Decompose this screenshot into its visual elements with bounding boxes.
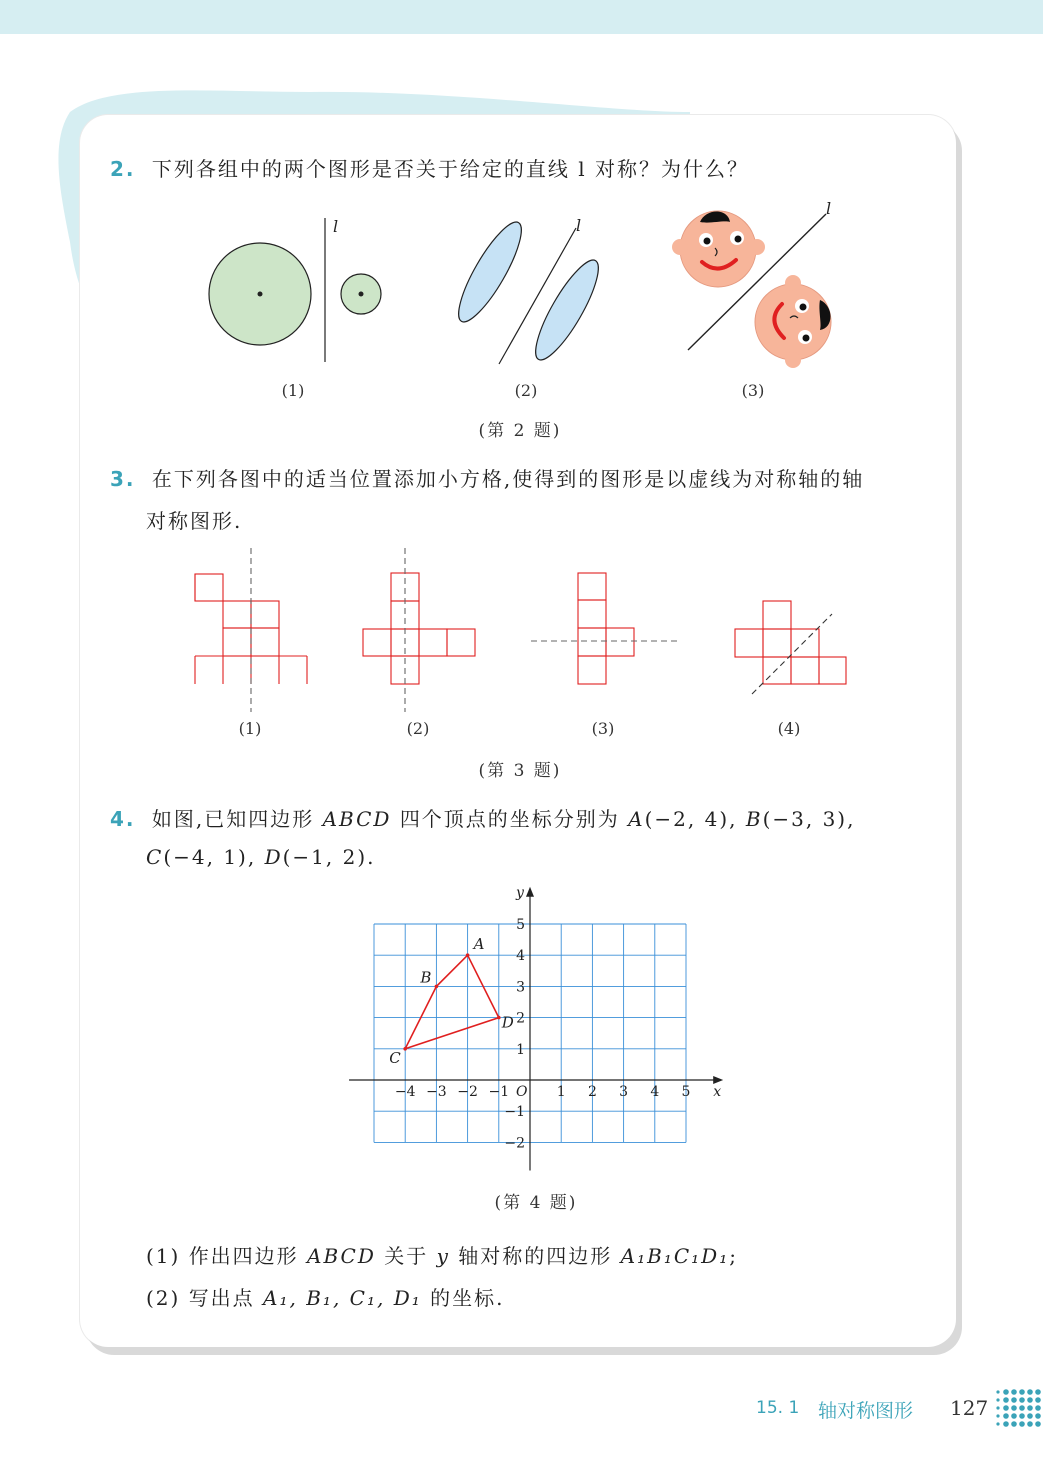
q4-text: 四个顶点的坐标分别为 [399,807,620,831]
x-axis-arrow [713,1076,723,1084]
y-tick-label: 5 [516,917,525,933]
dot [996,1390,999,1393]
q2-caption-3: (3) [741,381,765,400]
q4-coord-c: (−4, 1), [163,845,257,869]
page-number: 127 [950,1396,989,1420]
x-tick-label: 2 [587,1084,597,1100]
vertex-point [497,1016,501,1020]
y-tick-label: −1 [504,1104,525,1121]
dot [1027,1413,1033,1419]
question-number: 3. [110,467,136,491]
dot [1011,1421,1017,1427]
dot [1019,1413,1025,1419]
x-tick-label: 3 [619,1084,629,1100]
dot [996,1398,999,1401]
x-tick-label: 5 [681,1084,691,1100]
vertex-point [403,1047,407,1051]
q2-caption-2: (2) [514,381,538,400]
y-tick-label: 4 [516,948,525,965]
dot [1011,1389,1017,1395]
question-text-line1: 在下列各图中的适当位置添加小方格,使得到的图形是以虚线为对称轴的轴 [151,467,865,491]
dot [1027,1421,1033,1427]
dot [1035,1397,1041,1403]
dot [1003,1413,1009,1419]
x-tick-label: −4 [394,1084,416,1100]
dot [1019,1389,1025,1395]
q4-sub2-suffix: 的坐标. [430,1286,505,1310]
axis-label: l [576,216,582,235]
y-axis-arrow [526,887,534,897]
dot [1035,1389,1041,1395]
dot [1003,1397,1009,1403]
dot [1019,1397,1025,1403]
question-text: 下列各组中的两个图形是否关于给定的直线 l 对称？为什么？ [151,157,749,181]
q4-coord-b: (−3, 3), [762,807,856,831]
q3-caption-4: (4) [777,719,801,738]
dot [1003,1389,1009,1395]
footer-section-number: 15. 1 [756,1398,800,1418]
q4-sub1-mid: 关于 [384,1244,429,1268]
axis-label: l [333,217,339,236]
q4-sub1-end: ; [729,1244,738,1268]
question-3-line2: 对称图形. [146,509,243,533]
vertex-label: D [501,1013,514,1032]
dot [1035,1421,1041,1427]
dot [1027,1397,1033,1403]
x-tick-label: −2 [457,1084,478,1100]
question-number: 4. [110,807,136,831]
question-number: 2. [110,157,136,181]
q4-sub1-y: y [436,1244,450,1268]
vertex-label: C [389,1048,401,1067]
q4-label-c: C [146,845,164,869]
dot [1027,1389,1033,1395]
q4-sub1-abcd: ABCD [307,1244,376,1268]
y-tick-label: 2 [516,1010,525,1027]
q4-coord-a: (−2, 4), [644,807,738,831]
q3-caption-3: (3) [591,719,615,738]
dot [1003,1421,1009,1427]
dot [1035,1413,1041,1419]
y-tick-label: 3 [516,979,525,996]
dot [1011,1397,1017,1403]
y-axis-label: y [516,884,524,901]
dot [1011,1413,1017,1419]
q4-label-d: D [264,845,283,869]
dot [1019,1405,1025,1411]
dot [1003,1405,1009,1411]
dot [996,1414,999,1417]
q4-coord-d: (−1, 2). [282,845,376,869]
x-tick-label: 4 [650,1084,660,1100]
dot [1027,1405,1033,1411]
q4-sub1-prefix: (1) 作出四边形 [146,1244,299,1268]
axis-label: l [826,199,832,218]
vertex-point [466,953,470,957]
dot [996,1422,999,1425]
q4-subquestion-2 [146,1282,504,1311]
y-tick-label: 1 [516,1041,525,1058]
vertex-label: B [420,968,432,987]
q4-figure-caption: (第 4 题) [494,1193,578,1213]
origin-label: O [516,1084,528,1100]
q4-text: 如图,已知四边形 [151,807,315,831]
q4-sub1-suffix: 轴对称的四边形 [458,1244,613,1268]
q3-caption-1: (1) [238,719,262,738]
q4-sub1-result: A₁B₁C₁D₁ [620,1244,730,1268]
q2-caption-1: (1) [281,381,305,400]
dot [1011,1405,1017,1411]
q4-sub2-points: A₁, B₁, C₁, D₁ [263,1286,422,1310]
q3-figure-caption: (第 3 题) [478,761,562,781]
dot [996,1406,999,1409]
q3-caption-2: (2) [406,719,430,738]
vertex-point [435,985,439,989]
x-tick-label: 1 [556,1084,566,1100]
q4-abcd: ABCD [322,807,392,831]
y-tick-label: −2 [504,1135,525,1152]
q2-figure-caption: (第 2 题) [478,421,562,441]
x-tick-label: −1 [488,1084,510,1100]
x-axis-label: x [713,1084,722,1100]
quadrilateral-abcd [405,955,499,1049]
footer-section-title: 轴对称图形 [818,1400,914,1422]
dot [1035,1405,1041,1411]
q4-subquestion-1 [146,1240,738,1269]
q4-sub2-prefix: (2) 写出点 [146,1286,255,1310]
q4-label-b: B [745,807,763,831]
q4-label-a: A [628,807,645,831]
vertex-label: A [473,935,485,954]
x-tick-label: −3 [426,1084,447,1100]
dot-pattern-icon [992,1388,1042,1428]
dot [1019,1421,1025,1427]
